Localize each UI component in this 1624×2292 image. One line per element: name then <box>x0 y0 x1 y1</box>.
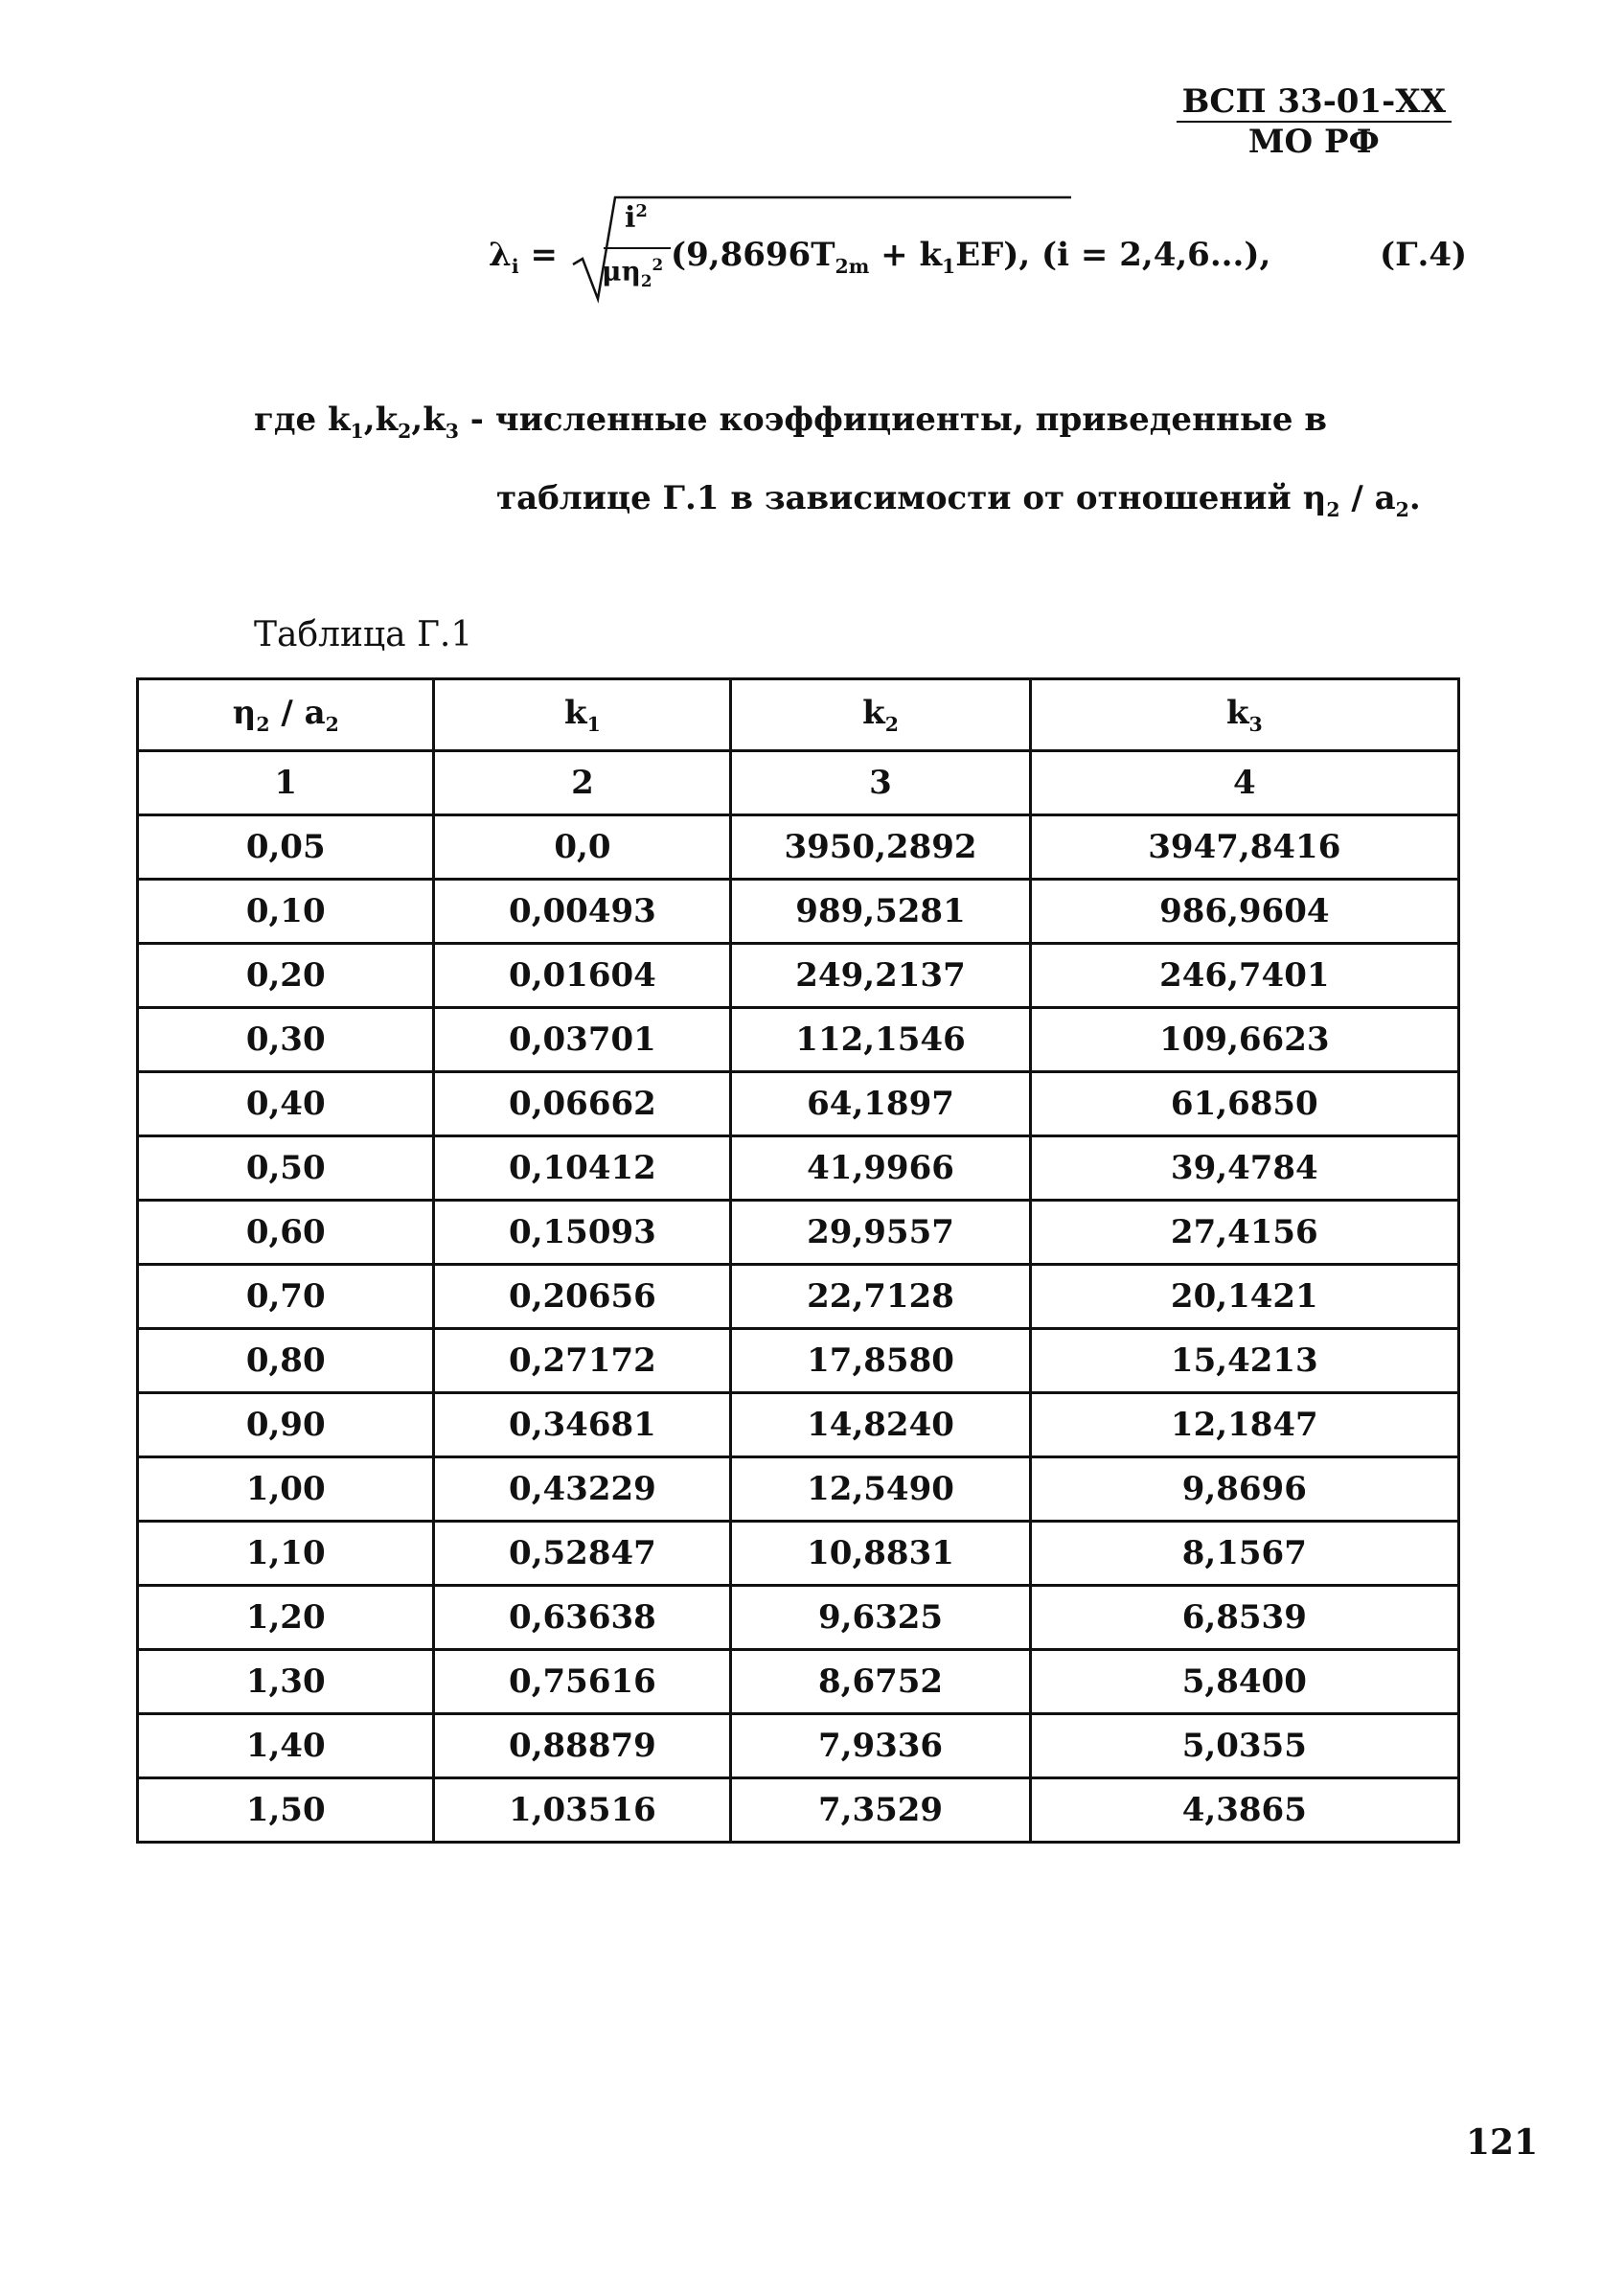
table-cell: 1,03516 <box>434 1778 731 1843</box>
table-cell: 0,52847 <box>434 1522 731 1586</box>
table-cell: 0,03701 <box>434 1008 731 1072</box>
page-number: 121 <box>1466 2122 1539 2163</box>
formula-body: $(9,8696T_{2m} + k_1EF)$, (i = 2,4,6...), <box>671 236 1271 278</box>
organization-code: МО РФ <box>1247 123 1380 161</box>
table-cell: 0,50 <box>138 1136 434 1201</box>
coefficients-description-line1: где $k_1,k_2,k_3$ - численные коэффициенты, приведенные в <box>254 401 1328 443</box>
document-code: ВСП 33-01-ХХ <box>1177 82 1452 123</box>
table-cell: 3947,8416 <box>1030 815 1458 880</box>
table-row <box>138 1265 1459 1329</box>
formula-tag: (Г.4) <box>1380 236 1468 274</box>
table-row <box>138 1136 1459 1201</box>
table-cell: 0,88879 <box>434 1714 731 1778</box>
table-row <box>138 1586 1459 1650</box>
table-cell: 27,4156 <box>1030 1201 1458 1265</box>
table-cell: 0,75616 <box>434 1650 731 1714</box>
fraction-line <box>604 247 671 249</box>
table-cell: 0,34681 <box>434 1393 731 1457</box>
document-code-header <box>1177 82 1452 161</box>
table-cell: 0,00493 <box>434 880 731 944</box>
table-cell: 1,50 <box>138 1778 434 1843</box>
table-cell: 0,15093 <box>434 1201 731 1265</box>
table-row <box>138 880 1459 944</box>
table-cell: 0,63638 <box>434 1586 731 1650</box>
table-cell: 5,8400 <box>1030 1650 1458 1714</box>
table-cell: 0,05 <box>138 815 434 880</box>
table-row <box>138 1072 1459 1136</box>
table-cell: 12,5490 <box>731 1457 1030 1522</box>
table-cell: 246,7401 <box>1030 944 1458 1008</box>
table-row <box>138 1329 1459 1393</box>
table-cell: 15,4213 <box>1030 1329 1458 1393</box>
table-cell: 0,01604 <box>434 944 731 1008</box>
table-cell: 112,1546 <box>731 1008 1030 1072</box>
table-row <box>138 1393 1459 1457</box>
table-caption: Таблица Г.1 <box>254 615 473 654</box>
table-row <box>138 1522 1459 1586</box>
table-cell: 0,60 <box>138 1201 434 1265</box>
table-cell: 1,10 <box>138 1522 434 1586</box>
table-cell: 0,30 <box>138 1008 434 1072</box>
table-header-row <box>138 679 1459 751</box>
formula-denominator: $\mu\eta_2^2$ <box>602 255 664 290</box>
table-row <box>138 1008 1459 1072</box>
table-cell: 3950,2892 <box>731 815 1030 880</box>
column-number: 1 <box>138 751 434 815</box>
table-cell: 0,20656 <box>434 1265 731 1329</box>
table-cell: 0,0 <box>434 815 731 880</box>
table-cell: 9,6325 <box>731 1586 1030 1650</box>
column-number: 2 <box>434 751 731 815</box>
table-cell: 5,0355 <box>1030 1714 1458 1778</box>
table-cell: 10,8831 <box>731 1522 1030 1586</box>
table-cell: 0,80 <box>138 1329 434 1393</box>
table-cell: 1,00 <box>138 1457 434 1522</box>
table-cell: 0,20 <box>138 944 434 1008</box>
table-cell: 1,20 <box>138 1586 434 1650</box>
table-row <box>138 1714 1459 1778</box>
column-number: 4 <box>1030 751 1458 815</box>
header-eta-ratio: $\eta_2 / a_2$ <box>138 679 434 751</box>
coefficients-description-line2: таблице Г.1 в зависимости от отношений $\eta_2 / a_2$. <box>496 479 1421 521</box>
table-cell: 1,40 <box>138 1714 434 1778</box>
table-cell: 0,70 <box>138 1265 434 1329</box>
table-cell: 12,1847 <box>1030 1393 1458 1457</box>
table-cell: 14,8240 <box>731 1393 1030 1457</box>
formula-lhs: $\lambda_i$ = <box>489 236 558 278</box>
table-row <box>138 1650 1459 1714</box>
table-row <box>138 944 1459 1008</box>
formula-numerator: $i^2$ <box>625 201 648 235</box>
header-k1: $k_1$ <box>434 679 731 751</box>
table-cell: 0,43229 <box>434 1457 731 1522</box>
table-cell: 109,6623 <box>1030 1008 1458 1072</box>
table-cell: 0,10 <box>138 880 434 944</box>
header-k2: $k_2$ <box>731 679 1030 751</box>
table-cell: 0,40 <box>138 1072 434 1136</box>
table-cell: 39,4784 <box>1030 1136 1458 1201</box>
formula-g4 <box>489 192 1468 307</box>
table-cell: 7,3529 <box>731 1778 1030 1843</box>
table-cell: 0,27172 <box>434 1329 731 1393</box>
table-cell: 4,3865 <box>1030 1778 1458 1843</box>
table-cell: 989,5281 <box>731 880 1030 944</box>
table-cell: 17,8580 <box>731 1329 1030 1393</box>
table-cell: 1,30 <box>138 1650 434 1714</box>
table-cell: 61,6850 <box>1030 1072 1458 1136</box>
table-cell: 64,1897 <box>731 1072 1030 1136</box>
table-cell: 0,06662 <box>434 1072 731 1136</box>
table-cell: 8,6752 <box>731 1650 1030 1714</box>
table-cell: 7,9336 <box>731 1714 1030 1778</box>
table-cell: 249,2137 <box>731 944 1030 1008</box>
column-numbers-row <box>138 751 1459 815</box>
table-cell: 22,7128 <box>731 1265 1030 1329</box>
table-row <box>138 1457 1459 1522</box>
header-k3: $k_3$ <box>1030 679 1458 751</box>
table-cell: 29,9557 <box>731 1201 1030 1265</box>
table-cell: 8,1567 <box>1030 1522 1458 1586</box>
table-row <box>138 1201 1459 1265</box>
table-cell: 986,9604 <box>1030 880 1458 944</box>
table-cell: 6,8539 <box>1030 1586 1458 1650</box>
table-cell: 20,1421 <box>1030 1265 1458 1329</box>
table-row <box>138 1778 1459 1843</box>
column-number: 3 <box>731 751 1030 815</box>
table-cell: 41,9966 <box>731 1136 1030 1201</box>
table-cell: 0,10412 <box>434 1136 731 1201</box>
table-cell: 0,90 <box>138 1393 434 1457</box>
table-cell: 9,8696 <box>1030 1457 1458 1522</box>
coefficients-table <box>136 677 1460 1844</box>
table-row <box>138 815 1459 880</box>
